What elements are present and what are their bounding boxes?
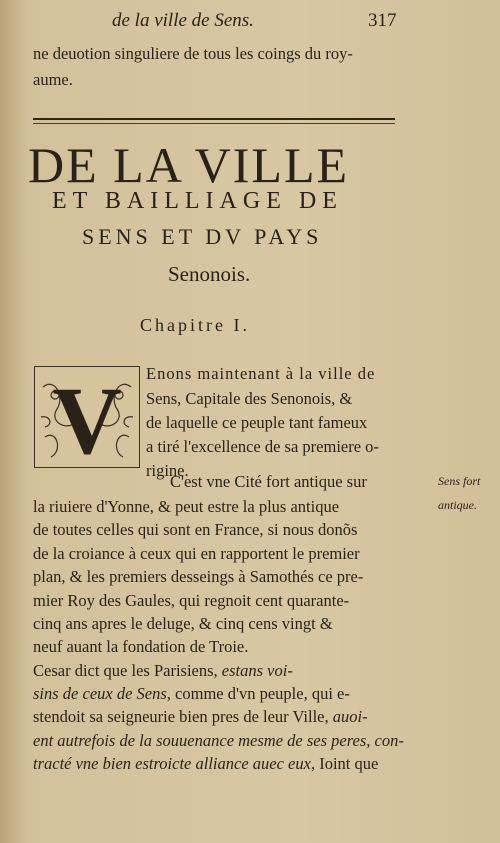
body-line: Enons maintenant à la ville de [146,364,376,383]
body-line: Cesar dict que les Parisiens, estans voi- [33,661,293,680]
body-line: Sens, Capitale des Senonois, & [146,389,353,408]
chapter-title-line-1: DE LA VILLE [28,137,350,193]
marginal-note: Sens fort [438,474,481,488]
body-line: de la croiance à ceux qui en rapportent le premier [33,544,360,563]
body-line: mier Roy des Gaules, qui regnoit cent quarante- [33,591,350,610]
body-line: a tiré l'excellence de sa premiere o- [146,437,379,456]
body-line: neuf auant la fondation de Troie. [33,637,249,656]
chapter-title-line-4: Senonois. [168,262,251,286]
body-line: la riuiere d'Yonne, & peut estre la plus antique [33,497,340,516]
body-line: C'est vne Cité fort antique sur [170,472,367,491]
text-line: ne deuotion singuliere de tous les coings du roy- [33,44,353,63]
body-line: cinq ans apres le deluge, & cinq cens vingt & [33,614,333,633]
svg-text:V: V [52,367,122,467]
body-line: de toutes celles qui sont en France, si nous donõs [33,520,358,539]
chapter-heading: Chapitre I. [140,315,250,335]
body-line: ent autrefois de la souuenance mesme de ses peres, con- [33,731,404,750]
divider-rule [33,118,395,120]
body-line: rigine. [146,461,189,480]
body-line: tracté vne bien estroicte alliance auec eux, Ioint que [33,754,379,773]
chapter-title-line-2: ET BAILLIAGE DE [52,188,343,214]
body-line: de laquelle ce peuple tant fameux [146,413,368,432]
running-title: de la ville de Sens. [112,10,254,31]
running-header [112,10,412,32]
divider-rule [33,123,395,124]
dropcap-ornament-icon [35,367,139,467]
body-line: stendoit sa seigneurie bien pres de leur Ville, auoi- [33,707,368,726]
ornamental-dropcap [34,366,140,468]
page-number: 317 [368,10,397,31]
body-line: sins de ceux de Sens, comme d'vn peuple, qui e- [33,684,350,703]
chapter-title-line-3: SENS ET DV PAYS [82,224,323,249]
text-line: aume. [33,70,73,89]
body-line: plan, & les premiers desseings à Samothés ce pre- [33,567,364,586]
marginal-note: antique. [438,498,477,512]
